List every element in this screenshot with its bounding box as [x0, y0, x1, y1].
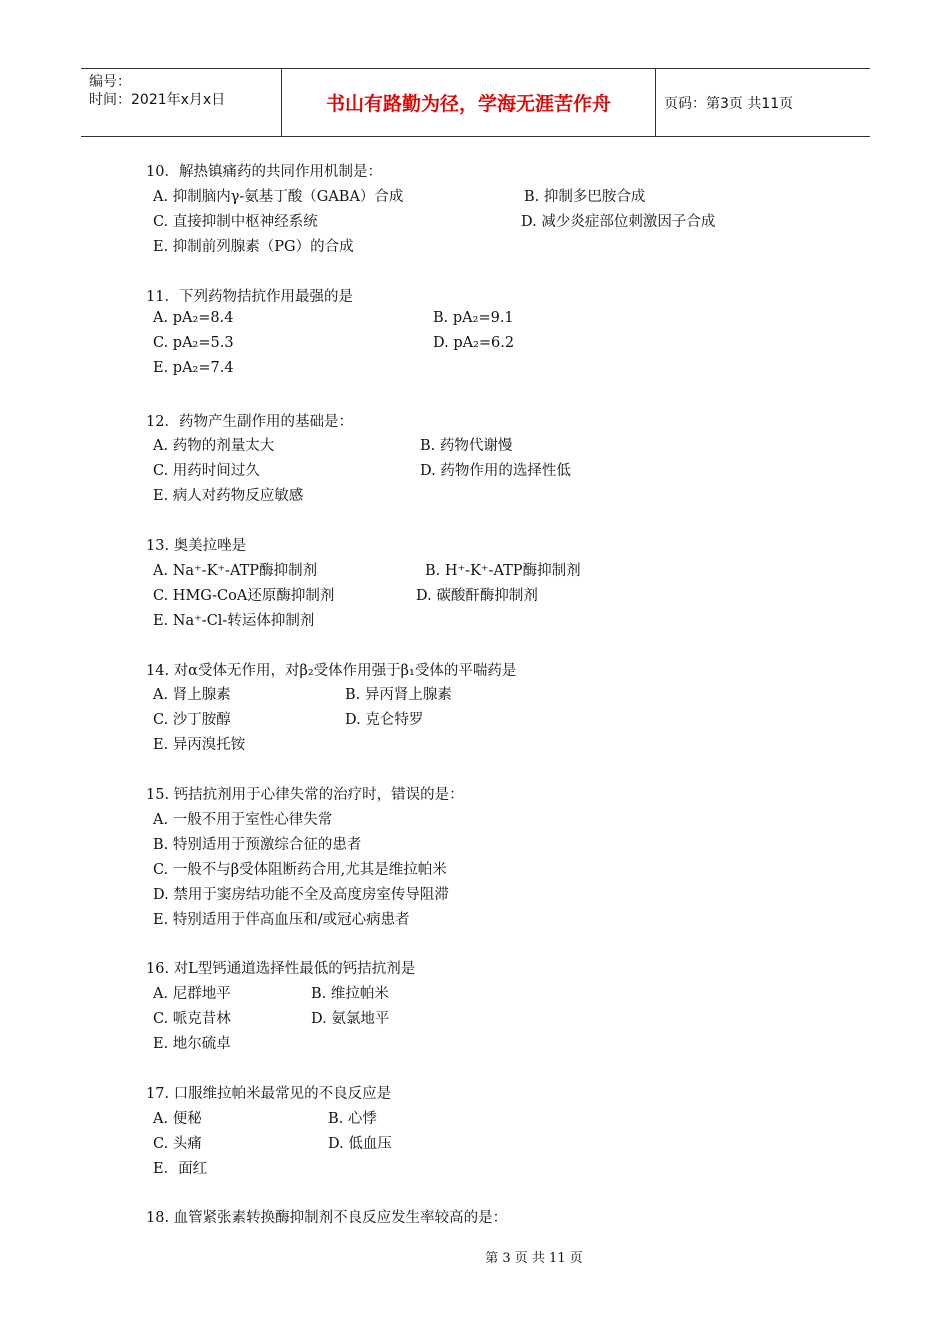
option: E. 抑制前列腺素（PG）的合成 — [153, 239, 354, 255]
option: A. 尼群地平 — [153, 986, 231, 1002]
option: B. H⁺-K⁺-ATP酶抑制剂 — [425, 563, 581, 579]
option: B. 药物代谢慢 — [420, 438, 513, 454]
option: C. 用药时间过久 — [153, 463, 260, 479]
option: D. 碳酸酐酶抑制剂 — [416, 588, 538, 604]
question-stem: 16. 对L型钙通道选择性最低的钙拮抗剂是 — [146, 961, 416, 977]
option: D. 氨氯地平 — [311, 1011, 390, 1027]
time-label: 时间：2021年x月x日 — [89, 92, 226, 108]
option: C. 直接抑制中枢神经系统 — [153, 214, 318, 230]
option: C. 沙丁胺醇 — [153, 712, 231, 728]
page-info: 页码：第3页 共11页 — [664, 95, 794, 112]
option: A. 抑制脑内γ-氨基丁酸（GABA）合成 — [153, 189, 404, 205]
option: A. 一般不用于室性心律失常 — [153, 812, 333, 828]
question-stem: 13. 奥美拉唑是 — [146, 538, 247, 554]
option: D. 禁用于窦房结功能不全及高度房室传导阻滞 — [153, 887, 449, 903]
option: A. Na⁺-K⁺-ATP酶抑制剂 — [153, 563, 318, 579]
option: A. 便秘 — [153, 1111, 202, 1127]
option: A. 药物的剂量太大 — [153, 438, 275, 454]
question-stem: 12．药物产生副作用的基础是： — [146, 414, 353, 430]
option: C. 一般不与β受体阻断药合用,尤其是维拉帕米 — [153, 862, 447, 878]
option: C. HMG-CoA还原酶抑制剂 — [153, 588, 335, 604]
option: E. Na⁺-Cl-转运体抑制剂 — [153, 613, 315, 629]
motto: 书山有路勤为径，学海无涯苦作舟 — [282, 69, 656, 136]
question-stem: 11．下列药物拮抗作用最强的是 — [146, 289, 353, 305]
option: D. 低血压 — [328, 1136, 392, 1152]
option: B. pA₂=9.1 — [433, 310, 514, 326]
option: C. pA₂=5.3 — [153, 335, 234, 351]
option: B. 维拉帕米 — [311, 986, 389, 1002]
question-stem: 10．解热镇痛药的共同作用机制是： — [146, 164, 382, 180]
option: A. 肾上腺素 — [153, 687, 231, 703]
header-left-cell — [81, 69, 282, 136]
option: B. 心悸 — [328, 1111, 377, 1127]
page-footer: 第 3 页 共 11 页 — [485, 1251, 583, 1266]
option: C. 头痛 — [153, 1136, 202, 1152]
question-stem: 17. 口服维拉帕米最常见的不良反应是 — [146, 1086, 392, 1102]
option: D. 克仑特罗 — [345, 712, 424, 728]
option: D. 药物作用的选择性低 — [420, 463, 571, 479]
question-stem: 18. 血管紧张素转换酶抑制剂不良反应发生率较高的是： — [146, 1210, 508, 1226]
option: B. 抑制多巴胺合成 — [524, 189, 646, 205]
option: D. pA₂=6.2 — [433, 335, 515, 351]
option: D. 减少炎症部位刺激因子合成 — [521, 214, 716, 230]
option: E. 异丙溴托铵 — [153, 737, 246, 753]
option: B. 异丙肾上腺素 — [345, 687, 452, 703]
option: E. 特别适用于伴高血压和/或冠心病患者 — [153, 912, 410, 928]
question-stem: 14. 对α受体无作用，对β₂受体作用强于β₁受体的平喘药是 — [146, 663, 517, 679]
option: E. pA₂=7.4 — [153, 360, 234, 376]
option: C. 哌克昔林 — [153, 1011, 231, 1027]
option: E. 地尔硫卓 — [153, 1036, 231, 1052]
page-header — [81, 68, 870, 137]
option: A. pA₂=8.4 — [153, 310, 234, 326]
option: B. 特别适用于预激综合征的患者 — [153, 837, 362, 853]
option: E．面红 — [153, 1161, 208, 1177]
number-label: 编号： — [89, 74, 131, 90]
question-stem: 15. 钙拮抗剂用于心律失常的治疗时，错误的是： — [146, 787, 464, 803]
option: E. 病人对药物反应敏感 — [153, 488, 304, 504]
